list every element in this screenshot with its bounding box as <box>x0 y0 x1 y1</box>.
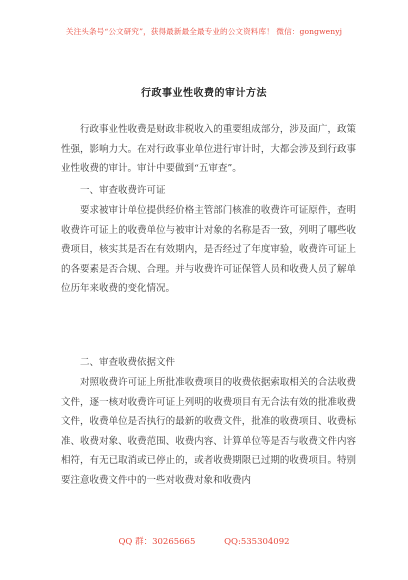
paragraph-section-1: 要求被审计单位提供经价格主管部门核准的收费许可证原件，查明收费许可证上的收费单位与被审计对象的名称是否一致，列明了哪些收费项目，核实其是否在有效期内，是否经过了年度审验，收费许可证上的各要素是否合规、合理。并与收费许可证保管人员和收费人员了解单位历年来收费的变化情况。 <box>61 205 356 294</box>
footer-qq-number: QQ:535304092 <box>224 537 290 547</box>
footer-contact <box>0 535 408 547</box>
paragraph-section-2: 对照收费许可证上所批准收费项目的收费依据索取相关的合法收费文件，逐一核对收费许可证上列明的收费项目有无合法有效的批准收费文件，收费单位是否执行的最新的收费文件，批准的收费项目、收费标准、收费对象、收费范围、收费内容、计算单位等是否与收费文件内容相符，有无已取消或已停止的，或者收费期限已过期的收费项目。特别要注意收费文件中的一些对收费对象和收费内 <box>61 377 356 486</box>
section-heading-1: 一、审查收费许可证 <box>80 185 166 196</box>
paragraph-intro: 行政事业性收费是财政非税收入的重要组成部分，涉及面广，政策性强，影响力大。在对行政事业单位进行审计时，大都会涉及到行政事业性收费的审计。审计中要做到“五审查”。 <box>61 124 356 174</box>
footer-qq-group: QQ 群：30265665 <box>118 537 196 547</box>
document-title: 行政事业性收费的审计方法 <box>141 88 267 99</box>
header-promo-note: 关注头条号“公文研究”，获得最新最全最专业的公文资料库！ 微信：gongwenyj <box>65 27 343 36</box>
section-heading-2: 二、审查收费依据文件 <box>80 357 176 368</box>
